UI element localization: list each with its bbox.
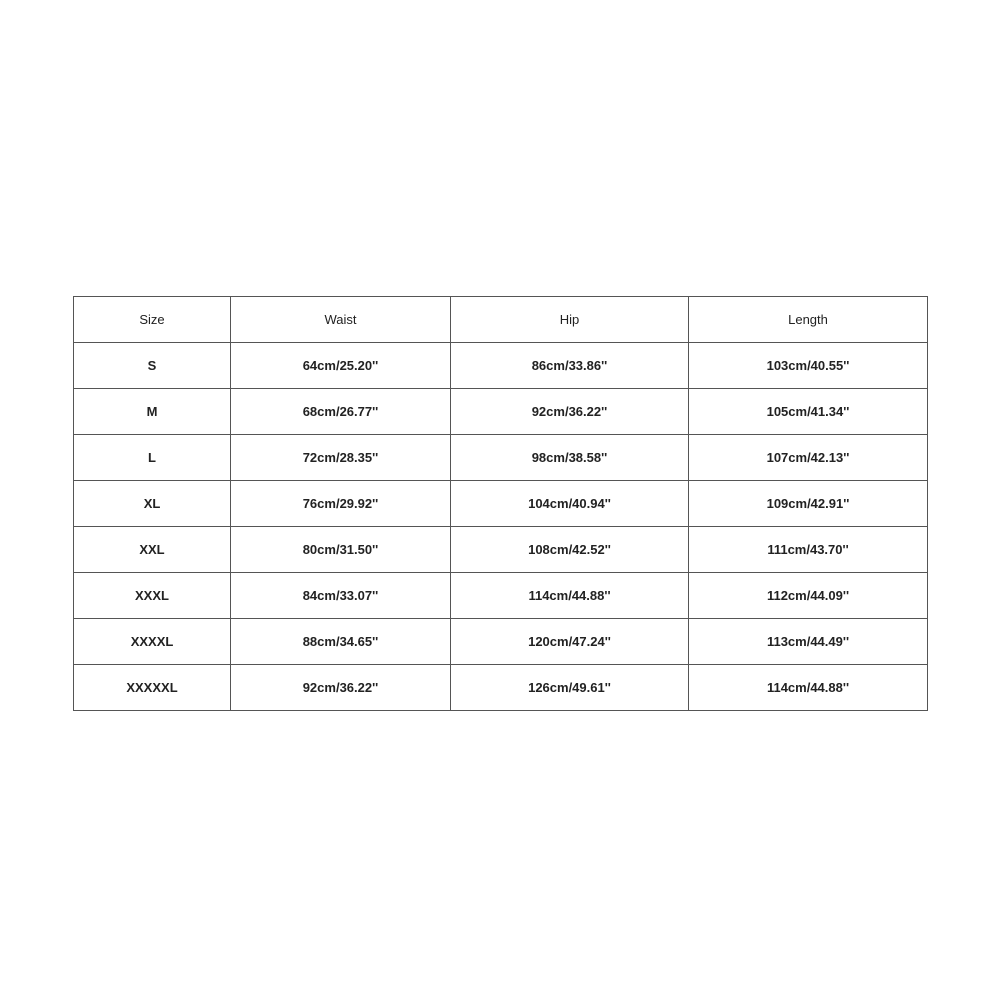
table-row [74,343,928,389]
cell-hip: 120cm/47.24'' [451,619,689,665]
cell-length: 114cm/44.88'' [689,665,928,711]
cell-hip: 98cm/38.58'' [451,435,689,481]
size-table [73,296,928,711]
cell-waist: 88cm/34.65'' [231,619,451,665]
cell-length: 107cm/42.13'' [689,435,928,481]
size-chart [73,296,927,711]
cell-length: 112cm/44.09'' [689,573,928,619]
cell-size: XXL [74,527,231,573]
header-length: Length [689,297,928,343]
cell-size: XXXXXL [74,665,231,711]
cell-hip: 126cm/49.61'' [451,665,689,711]
cell-waist: 84cm/33.07'' [231,573,451,619]
table-row [74,665,928,711]
table-row [74,527,928,573]
cell-size: S [74,343,231,389]
cell-waist: 92cm/36.22'' [231,665,451,711]
header-waist: Waist [231,297,451,343]
cell-hip: 114cm/44.88'' [451,573,689,619]
cell-hip: 92cm/36.22'' [451,389,689,435]
cell-length: 103cm/40.55'' [689,343,928,389]
cell-waist: 64cm/25.20'' [231,343,451,389]
cell-hip: 108cm/42.52'' [451,527,689,573]
header-hip: Hip [451,297,689,343]
table-row [74,619,928,665]
table-row [74,481,928,527]
cell-length: 113cm/44.49'' [689,619,928,665]
cell-size: XXXL [74,573,231,619]
table-row [74,435,928,481]
cell-size: XXXXL [74,619,231,665]
cell-waist: 72cm/28.35'' [231,435,451,481]
cell-size: L [74,435,231,481]
cell-size: M [74,389,231,435]
cell-waist: 68cm/26.77'' [231,389,451,435]
table-row [74,389,928,435]
cell-hip: 104cm/40.94'' [451,481,689,527]
header-row [74,297,928,343]
cell-waist: 80cm/31.50'' [231,527,451,573]
cell-waist: 76cm/29.92'' [231,481,451,527]
cell-size: XL [74,481,231,527]
header-size: Size [74,297,231,343]
cell-length: 109cm/42.91'' [689,481,928,527]
cell-length: 105cm/41.34'' [689,389,928,435]
table-row [74,573,928,619]
cell-hip: 86cm/33.86'' [451,343,689,389]
cell-length: 111cm/43.70'' [689,527,928,573]
